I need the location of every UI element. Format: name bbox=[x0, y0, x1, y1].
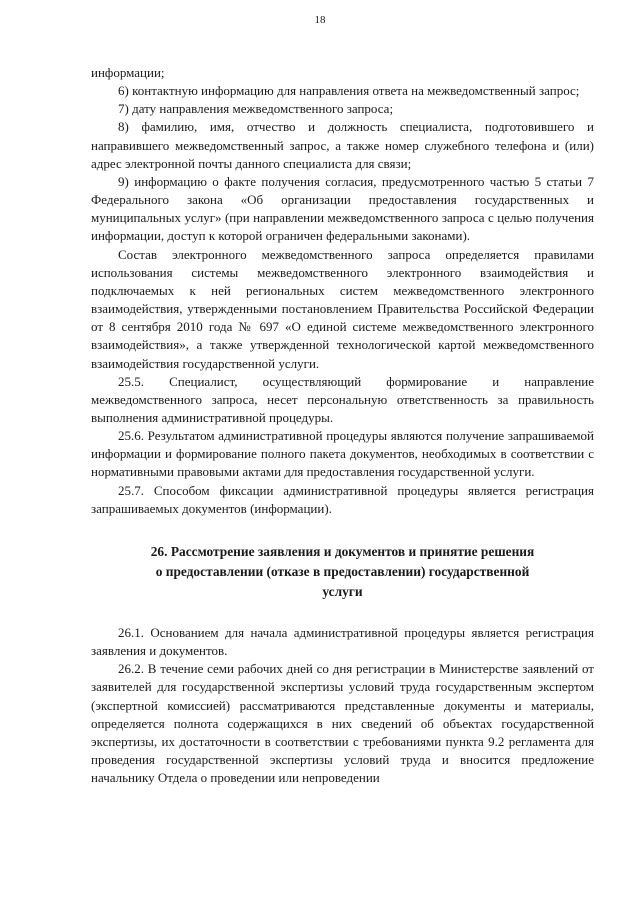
paragraph: 9) информацию о факте получения согласия, предусмотренного частью 5 статьи 7 Федерального закона «Об организации предоставления государственных и муниципальных услуг» (при направлении межведомственного запроса с целью получения информации, доступ к которой ограничен федеральными законами). bbox=[91, 173, 594, 244]
paragraph: информации; bbox=[91, 65, 165, 80]
section-heading-line: услуги bbox=[322, 583, 363, 599]
page-number: 18 bbox=[314, 14, 326, 26]
section-heading-line: о предоставлении (отказе в предоставлении) государственной bbox=[155, 563, 530, 579]
paragraph: 6) контактную информацию для направления ответа на межведомственный запрос; bbox=[118, 83, 580, 99]
paragraph: 7) дату направления межведомственного запроса; bbox=[118, 101, 394, 117]
document-body bbox=[91, 64, 594, 787]
paragraph: 25.6. Результатом административной процедуры являются получение запрашиваемой информации и формирование полного пакета документов, необходимых в соответствии с нормативными правовыми актами для предоставления государственной услуги. bbox=[91, 428, 594, 480]
paragraph: 8) фамилию, имя, отчество и должность специалиста, подготовившего и направившего межведомственный запрос, а также номер служебного телефона и (или) адрес электронной почты данного специалиста для связи; bbox=[91, 119, 594, 171]
paragraph: 25.5. Специалист, осуществляющий формирование и направление межведомственного запроса, несет персональную ответственность за правильность выполнения административной процедуры. bbox=[91, 373, 594, 425]
paragraph: Состав электронного межведомственного запроса определяется правилами использования системы межведомственного электронного взаимодействия и подключаемых к ней региональных систем межведомственного электронного взаимодействия, утвержденными постановлением Правительства Российской Федерации от 8 сентября 2010 года № 697 «О единой системе межведомственного электронного взаимодействия», а также утвержденной технологической картой межведомственного взаимодействия государственной услуги. bbox=[91, 246, 594, 371]
section-heading bbox=[91, 542, 594, 602]
paragraph: 26.2. В течение семи рабочих дней со дня регистрации в Министерстве заявлений от заявителей для государственной экспертизы условий труда государственным экспертом (экспертной комиссией) рассматриваются представленные документы и материалы, определяется полнота содержащихся в них сведений об объектах государственной экспертизы, их достаточности в соответствии с требованиями пункта 9.2 регламента для проведения государственной экспертизы условий труда и вносится предложение начальнику Отдела о проведении или непроведении bbox=[91, 661, 594, 786]
section-heading-line: 26. Рассмотрение заявления и документов и принятие решения bbox=[150, 543, 535, 559]
paragraph: 25.7. Способом фиксации административной процедуры является регистрация запрашиваемых документов (информации). bbox=[91, 482, 594, 516]
paragraph: 26.1. Основанием для начала административной процедуры является регистрация заявления и документов. bbox=[91, 624, 594, 659]
